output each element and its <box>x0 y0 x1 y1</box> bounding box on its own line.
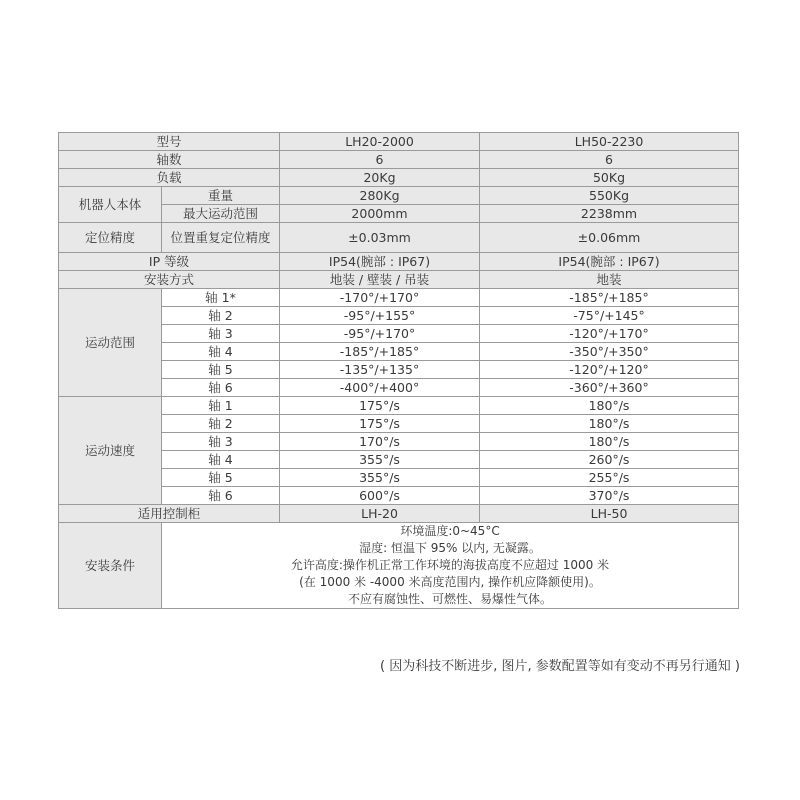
speed-v1: 600°/s <box>280 487 480 505</box>
range-v1: -400°/+400° <box>280 379 480 397</box>
range-axis-label: 轴 6 <box>162 379 280 397</box>
model-col1: LH20-2000 <box>280 133 480 151</box>
reach-label: 最大运动范围 <box>162 205 280 223</box>
ip-v2: IP54(腕部 : IP67) <box>480 253 739 271</box>
controller-v2: LH-50 <box>480 505 739 523</box>
axes-row <box>59 151 739 169</box>
range-v2: -75°/+145° <box>480 307 739 325</box>
speed-v2: 370°/s <box>480 487 739 505</box>
weight-v1: 280Kg <box>280 187 480 205</box>
speed-row <box>59 397 739 415</box>
install-line: (在 1000 米 -4000 米高度范围内, 操作机应降额使用)。 <box>299 575 601 589</box>
range-axis-label: 轴 1* <box>162 289 280 307</box>
speed-v1: 355°/s <box>280 451 480 469</box>
axes-v2: 6 <box>480 151 739 169</box>
reach-v2: 2238mm <box>480 205 739 223</box>
install-line: 允许高度:操作机正常工作环境的海拔高度不应超过 1000 米 <box>290 558 610 572</box>
speed-v1: 175°/s <box>280 415 480 433</box>
speed-v1: 175°/s <box>280 397 480 415</box>
body-group-label: 机器人本体 <box>59 187 162 223</box>
range-axis-label: 轴 3 <box>162 325 280 343</box>
speed-axis-label: 轴 5 <box>162 469 280 487</box>
precision-row <box>59 223 739 253</box>
precision-group-label: 定位精度 <box>59 223 162 253</box>
range-axis-label: 轴 4 <box>162 343 280 361</box>
speed-axis-label: 轴 4 <box>162 451 280 469</box>
speed-axis-label: 轴 2 <box>162 415 280 433</box>
range-v2: -350°/+350° <box>480 343 739 361</box>
payload-v1: 20Kg <box>280 169 480 187</box>
speed-v1: 355°/s <box>280 469 480 487</box>
install-line: 不应有腐蚀性、可燃性、易爆性气体。 <box>348 592 553 606</box>
mount-label: 安装方式 <box>59 271 280 289</box>
speed-v2: 260°/s <box>480 451 739 469</box>
range-row <box>59 289 739 307</box>
controller-label: 适用控制柜 <box>59 505 280 523</box>
range-axis-label: 轴 2 <box>162 307 280 325</box>
repeat-label: 位置重复定位精度 <box>162 223 280 253</box>
payload-row <box>59 169 739 187</box>
speed-axis-label: 轴 1 <box>162 397 280 415</box>
speed-v2: 180°/s <box>480 397 739 415</box>
speed-v2: 255°/s <box>480 469 739 487</box>
speed-v2: 180°/s <box>480 433 739 451</box>
install-line: 湿度: 恒温下 95% 以内, 无凝露。 <box>359 541 541 555</box>
install-row <box>59 523 739 609</box>
speed-group-label: 运动速度 <box>59 397 162 505</box>
model-label: 型号 <box>59 133 280 151</box>
weight-label: 重量 <box>162 187 280 205</box>
ip-v1: IP54(腕部 : IP67) <box>280 253 480 271</box>
range-v1: -170°/+170° <box>280 289 480 307</box>
weight-row <box>59 187 739 205</box>
range-v1: -135°/+135° <box>280 361 480 379</box>
range-axis-label: 轴 5 <box>162 361 280 379</box>
ip-row <box>59 253 739 271</box>
controller-row <box>59 505 739 523</box>
mount-v1: 地装 / 壁装 / 吊装 <box>280 271 480 289</box>
reach-v1: 2000mm <box>280 205 480 223</box>
range-group-label: 运动范围 <box>59 289 162 397</box>
spec-table <box>58 132 739 609</box>
payload-v2: 50Kg <box>480 169 739 187</box>
range-v2: -120°/+170° <box>480 325 739 343</box>
range-v1: -95°/+170° <box>280 325 480 343</box>
mount-row <box>59 271 739 289</box>
speed-axis-label: 轴 6 <box>162 487 280 505</box>
repeat-v2: ±0.06mm <box>480 223 739 253</box>
range-v1: -185°/+185° <box>280 343 480 361</box>
controller-v1: LH-20 <box>280 505 480 523</box>
model-col2: LH50-2230 <box>480 133 739 151</box>
repeat-v1: ±0.03mm <box>280 223 480 253</box>
install-conditions <box>162 523 739 609</box>
mount-v2: 地装 <box>480 271 739 289</box>
speed-axis-label: 轴 3 <box>162 433 280 451</box>
range-v2: -120°/+120° <box>480 361 739 379</box>
header-row <box>59 133 739 151</box>
range-v2: -185°/+185° <box>480 289 739 307</box>
payload-label: 负载 <box>59 169 280 187</box>
range-v1: -95°/+155° <box>280 307 480 325</box>
footnote: ( 因为科技不断进步, 图片, 参数配置等如有变动不再另行通知 ) <box>380 659 740 674</box>
axes-v1: 6 <box>280 151 480 169</box>
ip-label: IP 等级 <box>59 253 280 271</box>
axes-label: 轴数 <box>59 151 280 169</box>
install-label: 安装条件 <box>59 523 162 609</box>
range-v2: -360°/+360° <box>480 379 739 397</box>
weight-v2: 550Kg <box>480 187 739 205</box>
speed-v2: 180°/s <box>480 415 739 433</box>
speed-v1: 170°/s <box>280 433 480 451</box>
install-line: 环境温度:0~45°C <box>400 524 500 538</box>
